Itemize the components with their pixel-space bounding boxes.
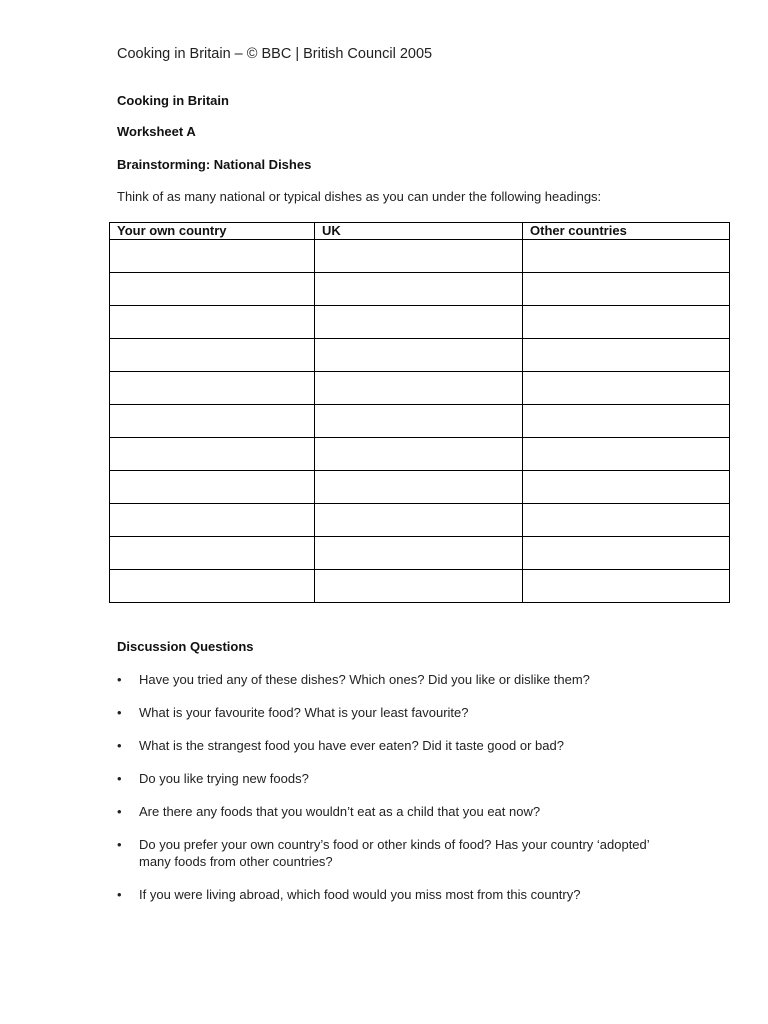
answer-cell[interactable] — [110, 240, 315, 273]
answer-cell[interactable] — [523, 504, 730, 537]
question-text: What is your favourite food? What is your least favourite? — [139, 705, 469, 720]
discussion-heading: Discussion Questions — [117, 639, 254, 654]
question-text: Do you like trying new foods? — [139, 771, 309, 786]
table-row — [110, 372, 730, 405]
answer-cell[interactable] — [523, 537, 730, 570]
question-text: Have you tried any of these dishes? Which ones? Did you like or dislike them? — [139, 672, 590, 687]
answer-cell[interactable] — [110, 504, 315, 537]
discussion-question — [117, 671, 677, 688]
column-header-own-country: Your own country — [110, 223, 315, 240]
discussion-question-list — [117, 671, 677, 919]
question-text: What is the strangest food you have ever eaten? Did it taste good or bad? — [139, 738, 564, 753]
table-body — [110, 240, 730, 603]
bullet-icon: • — [117, 705, 122, 720]
column-header-other-countries: Other countries — [523, 223, 730, 240]
answer-cell[interactable] — [110, 438, 315, 471]
answer-cell[interactable] — [523, 471, 730, 504]
answer-cell[interactable] — [523, 405, 730, 438]
table-row — [110, 570, 730, 603]
discussion-question — [117, 803, 677, 820]
answer-cell[interactable] — [523, 306, 730, 339]
national-dishes-table — [109, 222, 730, 603]
answer-cell[interactable] — [110, 372, 315, 405]
answer-cell[interactable] — [523, 372, 730, 405]
answer-cell[interactable] — [315, 471, 523, 504]
bullet-icon: • — [117, 738, 122, 753]
answer-cell[interactable] — [315, 438, 523, 471]
answer-cell[interactable] — [110, 570, 315, 603]
answer-cell[interactable] — [110, 471, 315, 504]
bullet-icon: • — [117, 887, 122, 902]
answer-cell[interactable] — [315, 306, 523, 339]
table-row — [110, 471, 730, 504]
answer-cell[interactable] — [315, 240, 523, 273]
answer-cell[interactable] — [523, 339, 730, 372]
bullet-icon: • — [117, 771, 122, 786]
table-row — [110, 273, 730, 306]
answer-cell[interactable] — [523, 570, 730, 603]
discussion-question — [117, 836, 677, 870]
answer-cell[interactable] — [523, 273, 730, 306]
bullet-icon: • — [117, 804, 122, 819]
brainstorm-heading: Brainstorming: National Dishes — [117, 157, 312, 172]
answer-cell[interactable] — [110, 306, 315, 339]
table-row — [110, 240, 730, 273]
table-header-row — [110, 223, 730, 240]
table-row — [110, 306, 730, 339]
answer-cell[interactable] — [315, 405, 523, 438]
column-header-uk: UK — [315, 223, 523, 240]
table-row — [110, 339, 730, 372]
question-text: If you were living abroad, which food would you miss most from this country? — [139, 887, 581, 902]
table-row — [110, 537, 730, 570]
answer-cell[interactable] — [315, 339, 523, 372]
answer-cell[interactable] — [315, 504, 523, 537]
bullet-icon: • — [117, 672, 122, 687]
answer-cell[interactable] — [110, 273, 315, 306]
answer-cell[interactable] — [110, 537, 315, 570]
page-header: Cooking in Britain – © BBC | British Council 2005 — [117, 46, 433, 62]
answer-cell[interactable] — [110, 339, 315, 372]
document-title: Cooking in Britain — [117, 93, 229, 108]
intro-text: Think of as many national or typical dishes as you can under the following headings: — [117, 189, 602, 204]
answer-cell[interactable] — [315, 570, 523, 603]
answer-cell[interactable] — [315, 537, 523, 570]
answer-cell[interactable] — [315, 273, 523, 306]
worksheet-label: Worksheet A — [117, 124, 196, 139]
discussion-question — [117, 704, 677, 721]
discussion-question — [117, 737, 677, 754]
discussion-question — [117, 886, 677, 903]
question-text: Are there any foods that you wouldn’t eat as a child that you eat now? — [139, 804, 541, 819]
table-row — [110, 438, 730, 471]
answer-cell[interactable] — [315, 372, 523, 405]
answer-cell[interactable] — [523, 438, 730, 471]
table-row — [110, 504, 730, 537]
question-text: Do you prefer your own country’s food or other kinds of food? Has your country ‘adopted’ many foods from other countries? — [139, 837, 650, 869]
table-row — [110, 405, 730, 438]
discussion-question — [117, 770, 677, 787]
answer-cell[interactable] — [110, 405, 315, 438]
answer-cell[interactable] — [523, 240, 730, 273]
bullet-icon: • — [117, 837, 122, 852]
